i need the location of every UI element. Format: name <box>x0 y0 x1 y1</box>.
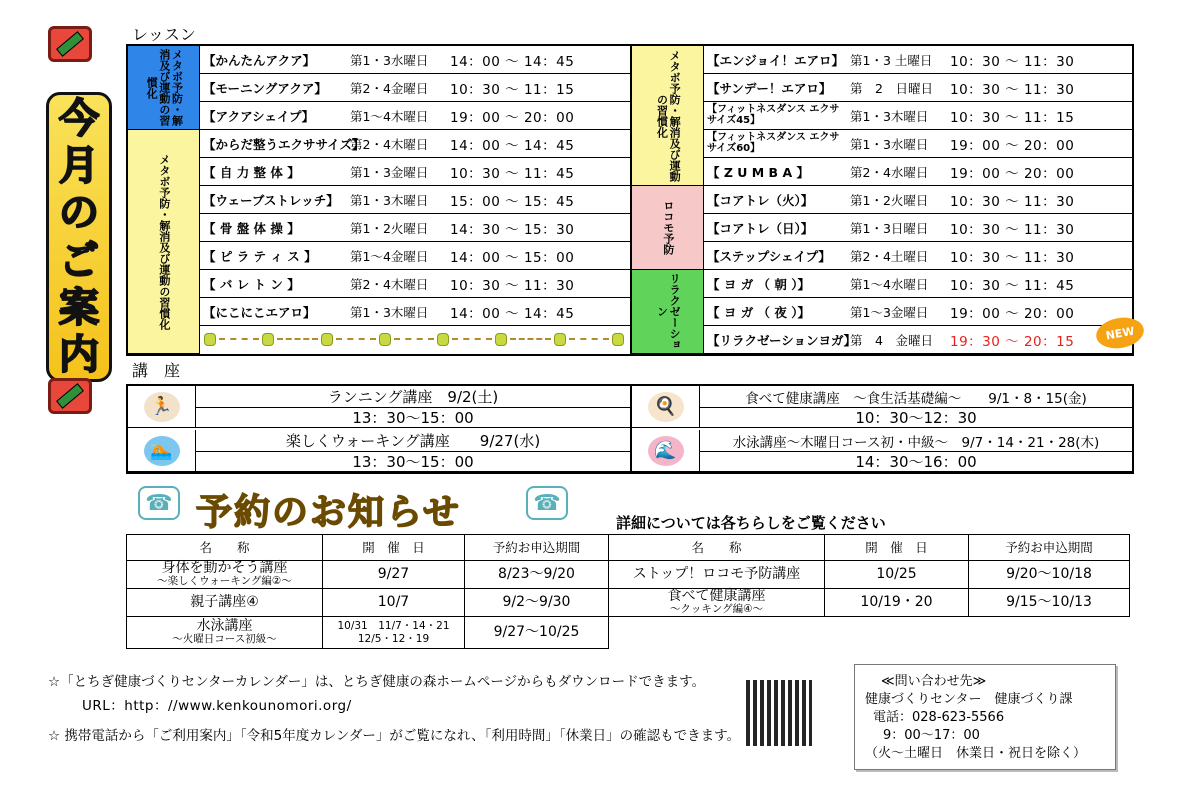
lesson-time: 19：00 ～ 20：00 <box>450 109 575 126</box>
lesson-row <box>200 74 630 102</box>
lesson-row <box>704 158 1132 186</box>
contact-box <box>854 664 1116 770</box>
lesson-time: 10：30 ～ 11：30 <box>450 277 575 294</box>
table-cell: 10/31 11/7・14・21 12/5・12・19 <box>323 617 465 649</box>
lesson-day: 第1・3 土曜日 <box>850 52 933 68</box>
table-cell: 水泳講座 ～火曜日コース初級～ <box>127 617 323 649</box>
table-cell: 9/15～10/13 <box>969 589 1130 617</box>
header-name: 名 称 <box>127 535 323 561</box>
homepage-url[interactable]: URL：http：//www.kenkounomori.org/ <box>82 698 352 714</box>
lesson-day: 第 4 金曜日 <box>850 332 933 348</box>
table-cell: 身体を動かそう講座 ～楽しくウォーキング編②～ <box>127 561 323 589</box>
lesson-day: 第1～4水曜日 <box>850 276 929 292</box>
cooking-icon: 🍳 <box>632 386 700 428</box>
new-badge: NEW <box>1094 314 1146 352</box>
lesson-row <box>200 186 630 214</box>
phone-icon: ☎ <box>526 486 568 520</box>
lesson-time: 10：30 ～ 11：30 <box>950 53 1075 70</box>
lesson-row <box>704 74 1132 102</box>
lesson-row <box>704 214 1132 242</box>
course-title: 楽しくウォーキング講座 9/27(水) <box>196 430 630 452</box>
lesson-row <box>704 130 1132 158</box>
lesson-name: 【 ピ ラ テ ィ ス 】 <box>203 248 317 264</box>
lesson-time: 10：30 ～ 11：30 <box>950 81 1075 98</box>
lesson-row <box>704 46 1132 74</box>
lesson-day: 第1・3日曜日 <box>850 220 929 236</box>
title-char: ご <box>59 237 99 284</box>
lesson-name: 【かんたんアクア】 <box>203 52 316 68</box>
lesson-day: 第1～3金曜日 <box>850 304 929 320</box>
lesson-day: 第2・4水曜日 <box>850 164 929 180</box>
course-time: 13：30～15：00 <box>196 408 630 428</box>
dot-icon <box>554 333 566 346</box>
lesson-time: 19：00 ～ 20：00 <box>950 165 1075 182</box>
table-cell: 10/19・20 <box>825 589 969 617</box>
contact-days: （火～土曜日 休業日・祝日を除く） <box>865 746 1087 761</box>
lesson-time: 10：30 ～ 11：45 <box>950 277 1075 294</box>
contact-org: 健康づくりセンター 健康づくり課 <box>865 692 1073 707</box>
reservation-subtitle: 詳細については各ちらしをご覧ください <box>616 514 886 532</box>
lesson-row <box>704 270 1132 298</box>
course-title: 食べて健康講座 ～食生活基礎編～ 9/1・8・15(金) <box>700 386 1132 408</box>
lesson-row <box>704 242 1132 270</box>
lesson-row <box>200 270 630 298</box>
table-cell: 親子講座④ <box>127 589 323 617</box>
lesson-day: 第1・2火曜日 <box>350 220 429 236</box>
lesson-name: 【からだ整うエクササイズ】 <box>203 136 365 152</box>
dot-icon <box>321 333 333 346</box>
header-name: 名 称 <box>609 535 825 561</box>
lesson-name: 【 バ レ ト ン 】 <box>203 276 300 292</box>
lesson-time: 19：00 ～ 20：00 <box>950 305 1075 322</box>
lesson-name: 【 Z U M B A 】 <box>707 164 809 180</box>
lesson-day: 第 2 日曜日 <box>850 80 933 96</box>
reservation-title: 予約のお知らせ <box>196 492 461 533</box>
lesson-day: 第1・3木曜日 <box>350 192 429 208</box>
note-mobile: ☆ 携帯電話から「ご利用案内」「令和5年度カレンダー」がご覧になれ、「利用時間」「休業日」の確認もできます。 <box>48 728 741 744</box>
lesson-row <box>704 102 1132 130</box>
lesson-day: 第1・3木曜日 <box>350 304 429 320</box>
table-cell: 9/27 <box>323 561 465 589</box>
lesson-name: 【エンジョイ！エアロ】 <box>707 52 844 68</box>
title-char: 内 <box>59 332 99 379</box>
title-char: 今 <box>59 95 99 142</box>
table-cell: 10/7 <box>323 589 465 617</box>
dot-icon <box>262 333 274 346</box>
lesson-column-right <box>632 46 1132 354</box>
course-time: 13：30～15：00 <box>196 452 630 472</box>
decorative-dots <box>204 332 624 346</box>
course-time: 14：30～16：00 <box>700 452 1132 472</box>
lesson-day: 第2・4土曜日 <box>850 248 929 264</box>
header-period: 予約お申込期間 <box>465 535 609 561</box>
lesson-row <box>200 242 630 270</box>
lesson-time: 14：00 ～ 15：00 <box>450 249 575 266</box>
dot-icon <box>204 333 216 346</box>
note-calendar: ☆「とちぎ健康づくりセンターカレンダー」は、とちぎ健康の森ホームページからもダウンロードできます。 <box>48 674 706 690</box>
lesson-day: 第1～4木曜日 <box>350 108 429 124</box>
phone-icon: ☎ <box>138 486 180 520</box>
title-char: 案 <box>59 284 99 331</box>
lesson-row <box>200 130 630 158</box>
lesson-time: 14：00 ～ 14：45 <box>450 53 575 70</box>
lesson-day: 第1・2火曜日 <box>850 192 929 208</box>
lesson-time: 10：30 ～ 11：30 <box>950 249 1075 266</box>
lesson-time: 15：00 ～ 15：45 <box>450 193 575 210</box>
course-title: ランニング講座 9/2(土) <box>196 386 630 408</box>
lesson-time: 10：30 ～ 11：15 <box>950 109 1075 126</box>
header-date: 開 催 日 <box>323 535 465 561</box>
course-title: 水泳講座～木曜日コース初・中級～ 9/7・14・21・28(木) <box>700 430 1132 452</box>
table-cell: ストップ！ロコモ予防講座 <box>609 561 825 589</box>
lesson-day: 第1～4金曜日 <box>350 248 429 264</box>
lesson-name: 【ステップシェイプ】 <box>707 248 831 264</box>
lesson-time: 19：30 ～ 20：15 <box>950 333 1075 350</box>
category-label: ロコモ予防 <box>632 186 704 270</box>
dot-icon <box>495 333 507 346</box>
lesson-time: 14：30 ～ 15：30 <box>450 221 575 238</box>
dot-icon <box>379 333 391 346</box>
lesson-name: 【フィットネスダンス エクササイズ60】 <box>707 132 840 154</box>
course-time: 10：30～12：30 <box>700 408 1132 428</box>
lesson-name: 【サンデー！エアロ】 <box>707 80 832 96</box>
lesson-row <box>704 298 1132 326</box>
lesson-name: 【アクアシェイプ】 <box>203 108 315 124</box>
swim-icon: 🌊 <box>632 430 700 472</box>
category-label: メタボ予防・解消及び運動の習慣化 <box>128 46 200 130</box>
header-period: 予約お申込期間 <box>969 535 1130 561</box>
lesson-name: 【にこにこエアロ】 <box>203 304 316 320</box>
lesson-time: 10：30 ～ 11：15 <box>450 81 575 98</box>
lesson-day: 第2・4木曜日 <box>350 136 429 152</box>
lesson-row <box>200 298 630 326</box>
contact-tel: 電話：028-623-5566 <box>873 710 1005 725</box>
contact-title: ≪問い合わせ先≫ <box>881 674 987 689</box>
swimmer-icon: 🏊 <box>128 430 196 472</box>
reservation-table <box>126 534 1130 649</box>
lesson-table <box>126 44 1134 356</box>
lesson-name: 【 ヨ ガ （ 朝 ）】 <box>707 276 811 292</box>
course-section-label: 講 座 <box>132 361 181 380</box>
lesson-day: 第2・4木曜日 <box>350 276 429 292</box>
lesson-name: 【ウェーブストレッチ】 <box>203 192 339 208</box>
table-cell: 10/25 <box>825 561 969 589</box>
lesson-row <box>200 102 630 130</box>
table-cell: 9/2～9/30 <box>465 589 609 617</box>
lesson-name: 【モーニングアクア】 <box>203 80 327 96</box>
pencil-icon <box>48 378 92 414</box>
table-cell: 9/20～10/18 <box>969 561 1130 589</box>
dot-icon <box>612 333 624 346</box>
lesson-day: 第1・3木曜日 <box>850 108 929 124</box>
table-cell: 9/27～10/25 <box>465 617 609 649</box>
lesson-row <box>200 46 630 74</box>
pencil-icon <box>48 26 92 62</box>
lesson-name: 【フィットネスダンス エクササイズ45】 <box>707 104 840 126</box>
lesson-day: 第1・3水曜日 <box>850 136 929 152</box>
lesson-name: 【 ヨ ガ （ 夜 ）】 <box>707 304 811 320</box>
category-label: メタボ予防・解消及び運動の習慣化 <box>128 130 200 354</box>
category-label: リラクゼーション <box>632 270 704 354</box>
page-title-vertical <box>46 92 112 382</box>
lesson-column-left <box>128 46 632 354</box>
dot-icon <box>437 333 449 346</box>
lesson-time: 10：30 ～ 11：45 <box>450 165 575 182</box>
title-char: の <box>59 190 99 237</box>
lesson-name: 【コアトレ（火）】 <box>707 192 814 208</box>
lesson-day: 第2・4金曜日 <box>350 80 429 96</box>
lesson-day: 第1・3水曜日 <box>350 52 429 68</box>
lesson-time: 14：00 ～ 14：45 <box>450 305 575 322</box>
contact-hours: 9：00～17：00 <box>883 728 980 743</box>
lesson-row <box>200 214 630 242</box>
lesson-section-label: レッスン <box>132 25 196 44</box>
course-table <box>126 384 1134 474</box>
lesson-name: 【 骨 盤 体 操 】 <box>203 220 300 236</box>
runner-icon: 🏃 <box>128 386 196 428</box>
lesson-row <box>704 326 1132 354</box>
lesson-time: 10：30 ～ 11：30 <box>950 193 1075 210</box>
lesson-name: 【 自 力 整 体 】 <box>203 164 300 180</box>
lesson-name: 【コアトレ（日）】 <box>707 220 814 236</box>
category-label: メタボ予防・解消及び運動の習慣化 <box>632 46 704 186</box>
lesson-name: 【リラクゼーションヨガ】 <box>707 332 857 348</box>
table-cell: 8/23～9/20 <box>465 561 609 589</box>
lesson-row <box>704 186 1132 214</box>
lesson-time: 10：30 ～ 11：30 <box>950 221 1075 238</box>
lesson-day: 第1・3金曜日 <box>350 164 429 180</box>
lesson-row <box>200 158 630 186</box>
table-cell: 食べて健康講座 ～クッキング編④～ <box>609 589 825 617</box>
lesson-time: 19：00 ～ 20：00 <box>950 137 1075 154</box>
title-char: 月 <box>59 142 99 189</box>
header-date: 開 催 日 <box>825 535 969 561</box>
qr-code-icon[interactable] <box>746 680 812 746</box>
lesson-time: 14：00 ～ 14：45 <box>450 137 575 154</box>
